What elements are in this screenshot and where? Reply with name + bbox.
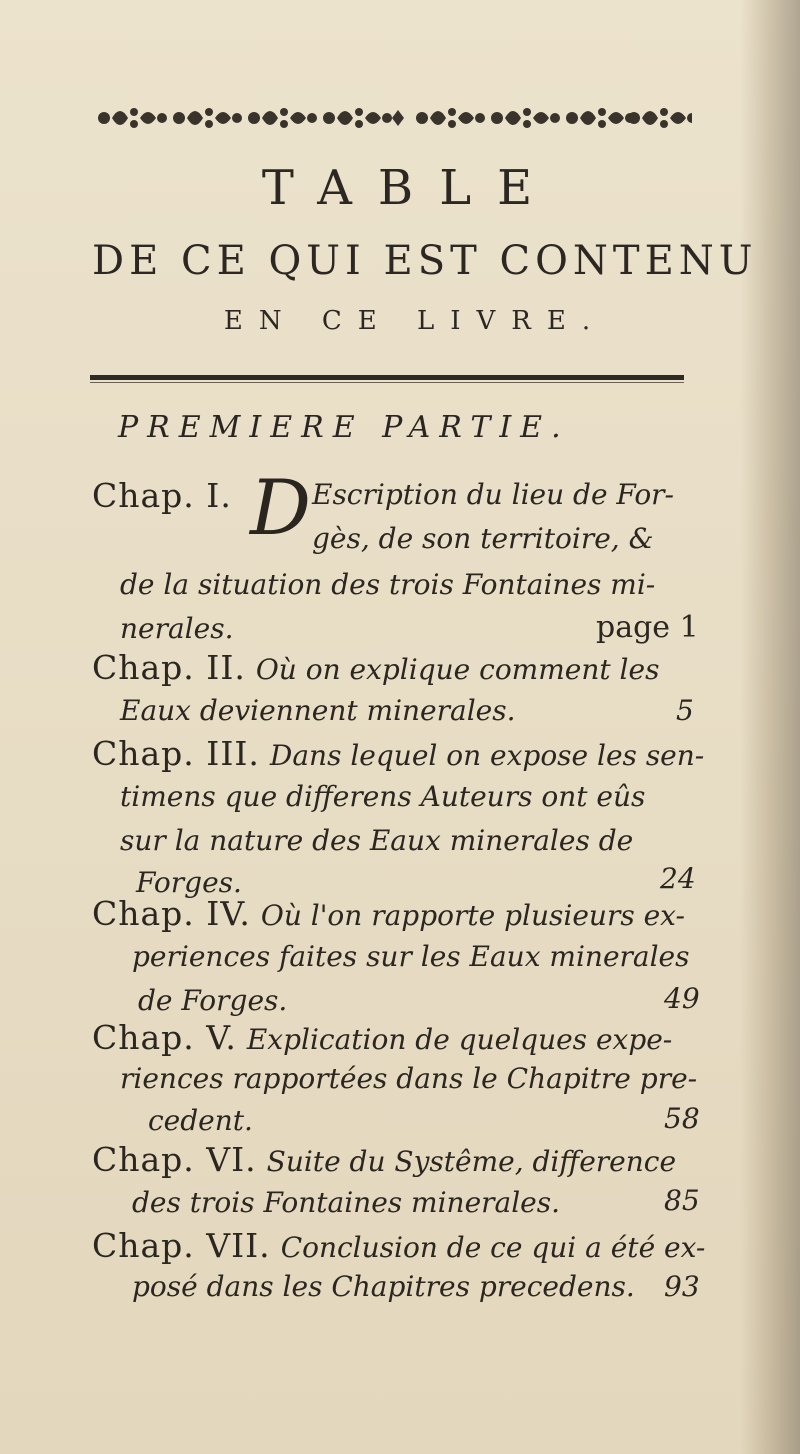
chapter-4-page: 49	[664, 982, 700, 1015]
chapter-3-line-2: timens que differens Auteurs ont eûs	[120, 780, 646, 813]
chapter-2-text: Où on explique comment les	[255, 653, 660, 686]
chapter-3-line-1	[92, 734, 704, 773]
chapter-label: Chap. IV.	[92, 894, 251, 933]
chapter-4-text: Où l'on rapporte plusieurs ex-	[260, 899, 685, 932]
chapter-label: Chap. I.	[92, 476, 232, 515]
chapter-6-line-2: des trois Fontaines minerales.	[132, 1186, 561, 1219]
divider-rule	[90, 375, 684, 380]
chapter-label: Chap. II.	[92, 648, 246, 687]
chapter-label: Chap. III.	[92, 734, 260, 773]
chapter-label: Chap. VI.	[92, 1140, 257, 1179]
chapter-1-page: page 1	[596, 610, 699, 645]
chapter-7-line-1	[92, 1226, 705, 1265]
chapter-4-line-3: de Forges.	[138, 984, 288, 1017]
chapter-5-line-1	[92, 1018, 672, 1057]
drop-cap: D	[250, 463, 311, 552]
chapter-label: Chap. VII.	[92, 1226, 271, 1265]
chapter-1-line-3: de la situation des trois Fontaines mi-	[120, 568, 656, 601]
divider-rule-thin	[90, 382, 684, 383]
chapter-3-page: 24	[660, 862, 696, 895]
chapter-1-line-4: nerales.	[120, 612, 234, 645]
table-title: TABLE	[261, 160, 559, 216]
chapter-6-page: 85	[664, 1184, 700, 1217]
chapter-5-text: Explication de quelques expe-	[246, 1023, 673, 1056]
chapter-2-line-1	[92, 648, 659, 687]
chapter-5-line-3: cedent.	[148, 1104, 253, 1137]
chapter-3-line-3: sur la nature des Eaux minerales de	[120, 824, 634, 857]
chapter-6-text: Suite du Systême, difference	[266, 1145, 677, 1178]
chapter-5-line-2: riences rapportées dans le Chapitre pre-	[120, 1062, 698, 1095]
chapter-1-line-1: Escription du lieu de For-	[312, 478, 675, 511]
chapter-3-text: Dans lequel on expose les sen-	[269, 739, 705, 772]
table-subtitle: DE CE QUI EST CONTENU	[92, 238, 758, 284]
chapter-7-line-2: posé dans les Chapitres precedens.	[132, 1270, 635, 1303]
part-title: PREMIERE PARTIE.	[118, 410, 570, 445]
chapter-1-line-2: gès, de son territoire, &	[312, 522, 654, 555]
chapter-7-page: 93	[664, 1270, 700, 1303]
chapter-label: Chap. V.	[92, 1018, 237, 1057]
chapter-7-text: Conclusion de ce qui a été ex-	[280, 1231, 706, 1264]
chapter-5-page: 58	[664, 1102, 700, 1135]
chapter-2-line-2: Eaux deviennent minerales.	[120, 694, 516, 727]
chapter-4-line-1	[92, 894, 685, 933]
table-subsubtitle: EN CE LIVRE.	[223, 306, 607, 336]
chapter-3-line-4: Forges.	[136, 866, 242, 899]
chapter-4-line-2: periences faites sur les Eaux minerales	[132, 940, 690, 973]
chapter-6-line-1	[92, 1140, 676, 1179]
ornament-band	[92, 100, 692, 136]
chapter-2-page: 5	[676, 694, 694, 727]
chapter-1-label-line	[92, 476, 242, 515]
